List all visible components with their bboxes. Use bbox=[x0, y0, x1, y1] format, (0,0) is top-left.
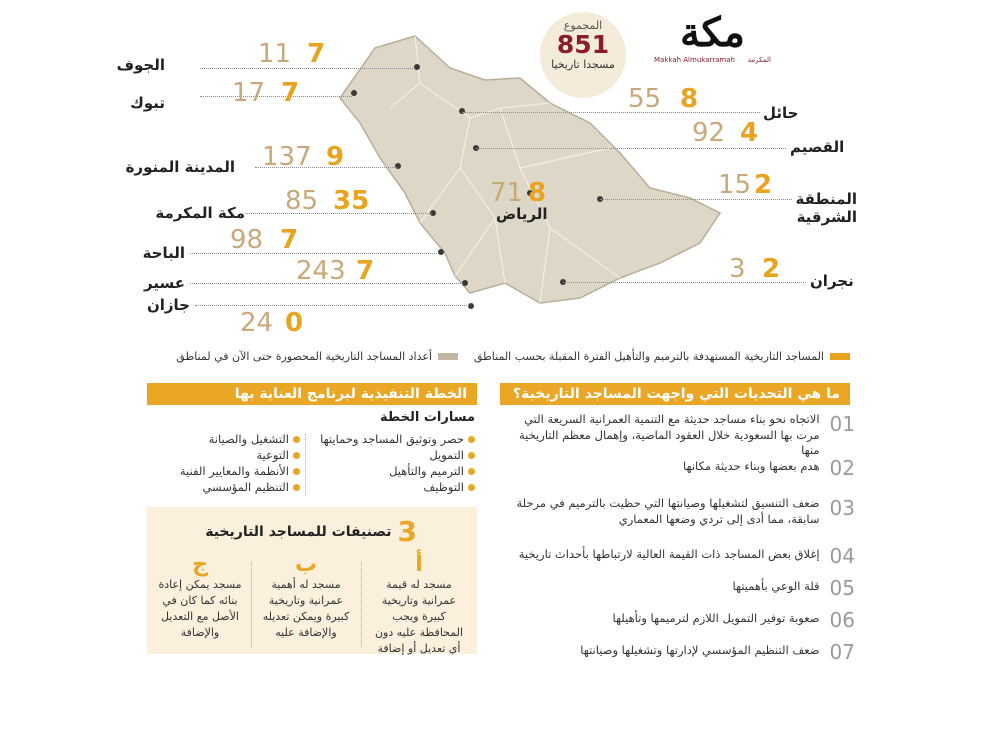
plan-path-item bbox=[429, 448, 475, 462]
plan-column-divider bbox=[305, 434, 306, 496]
classification-letter: أ bbox=[415, 552, 423, 577]
leader-baha bbox=[190, 253, 439, 254]
total-qassim: 92 bbox=[692, 118, 726, 148]
classification-divider bbox=[251, 562, 252, 647]
planned-qassim: 4 bbox=[740, 118, 759, 148]
total-value: 851 bbox=[556, 30, 610, 59]
challenge-item bbox=[495, 412, 855, 458]
classifications-title: تصنيفات للمساجد التاريخية bbox=[205, 523, 392, 540]
bullet-icon bbox=[293, 484, 300, 491]
marker-baha bbox=[438, 249, 444, 255]
total-jouf: 11 bbox=[258, 39, 292, 69]
bullet-icon bbox=[468, 484, 475, 491]
planned-tabuk: 7 bbox=[281, 78, 300, 108]
plan-title: الخطة التنفيذية لبرنامج العناية بها bbox=[147, 383, 477, 405]
marker-jouf bbox=[414, 64, 420, 70]
planned-riyadh: 8 bbox=[528, 178, 547, 208]
region-name-najran: نجران bbox=[810, 272, 854, 290]
plan-path-label: التشغيل والصيانة bbox=[208, 432, 289, 446]
classification-text: مسجد له أهمية عمرانية وتاريخية كبيرة ويمكن تعديله والإضافة عليه bbox=[262, 578, 350, 639]
total-jazan: 24 bbox=[240, 308, 274, 338]
challenge-text: صعوبة توفير التمويل اللازم لترميمها وتأهيلها bbox=[612, 611, 820, 625]
total-hail: 55 bbox=[628, 84, 662, 114]
classifications-count: 3 bbox=[397, 515, 417, 548]
challenge-number: 04 bbox=[829, 544, 855, 568]
planned-jazan: 0 bbox=[285, 308, 304, 338]
total-eastern: 15 bbox=[718, 170, 752, 200]
challenge-number: 01 bbox=[829, 412, 855, 436]
challenge-text: هدم بعضها وبناء حديثة مكانها bbox=[683, 459, 820, 473]
logo-arabic-small: المكرمة bbox=[747, 56, 771, 64]
challenge-text: الاتجاه نحو بناء مساجد حديثة مع التنمية العمرانية السريعة التي مرت بها السعودية خلال العقود الماضية، وإهمال معظم التاريخية منها bbox=[519, 412, 820, 458]
plan-path-label: الترميم والتأهيل bbox=[389, 464, 464, 478]
plan-path-item bbox=[389, 464, 475, 478]
plan-path-label: التنظيم المؤسسي bbox=[202, 480, 289, 494]
planned-hail: 8 bbox=[680, 84, 699, 114]
challenge-item bbox=[495, 544, 855, 574]
region-name-jouf: الجوف bbox=[116, 56, 165, 74]
region-name-asir: عسير bbox=[144, 274, 185, 292]
plan-path-label: حصر وتوثيق المساجد وحمايتها bbox=[320, 432, 464, 446]
leader-jazan bbox=[195, 305, 469, 306]
challenge-text: ضعف التنسيق لتشغيلها وصيانتها التي حظيت بالترميم في مرحلة سابقة، مما أدى إلى تردي وضعها المعماري bbox=[516, 496, 820, 526]
challenge-item bbox=[495, 456, 855, 492]
challenge-number: 06 bbox=[829, 608, 855, 632]
classifications-header bbox=[205, 515, 417, 548]
total-baha: 98 bbox=[230, 225, 264, 255]
legend-surveyed-swatch bbox=[438, 353, 458, 360]
planned-eastern: 2 bbox=[754, 170, 773, 200]
legend-targeted-swatch bbox=[830, 353, 850, 360]
saudi-arabia-map bbox=[320, 28, 730, 313]
region-name-qassim: القصيم bbox=[790, 138, 845, 156]
total-madinah: 137 bbox=[262, 142, 312, 172]
total-riyadh: 71 bbox=[490, 178, 524, 208]
region-name-baha: الباحة bbox=[142, 244, 185, 262]
leader-tabuk bbox=[200, 96, 352, 97]
region-name-jazan: جازان bbox=[146, 296, 190, 314]
legend-surveyed bbox=[148, 350, 458, 363]
challenge-number: 03 bbox=[829, 496, 855, 520]
total-label: المجموع bbox=[563, 19, 603, 32]
leader-hail bbox=[462, 112, 760, 113]
total-najran: 3 bbox=[729, 254, 746, 284]
map-shape bbox=[340, 36, 720, 303]
planned-madinah: 9 bbox=[326, 142, 345, 172]
classification-letter: ب bbox=[294, 552, 318, 577]
challenge-number: 02 bbox=[829, 456, 855, 480]
plan-path-label: التوعية bbox=[256, 448, 289, 462]
legend-surveyed-label: أعداد المساجد التاريخية المحصورة حتى الآن في لمناطق bbox=[176, 350, 432, 363]
classification-divider bbox=[361, 562, 362, 647]
plan-subtitle: مسارات الخطة bbox=[380, 410, 475, 425]
challenge-number: 07 bbox=[829, 640, 855, 664]
bullet-icon bbox=[468, 468, 475, 475]
region-name-riyadh: الرياض bbox=[496, 205, 548, 223]
logo-arabic: مكة bbox=[680, 9, 745, 56]
plan-path-item bbox=[256, 448, 300, 462]
bullet-icon bbox=[468, 452, 475, 459]
planned-makkah: 35 bbox=[333, 186, 370, 216]
plan-path-label: الأنظمة والمعايير الفنية bbox=[179, 464, 289, 478]
challenge-item bbox=[495, 608, 855, 638]
planned-asir: 7 bbox=[356, 256, 375, 286]
challenge-text: ضعف التنظيم المؤسسي لإدارتها وتشغيلها وصيانتها bbox=[580, 643, 820, 657]
challenge-text: قلة الوعي بأهميتها bbox=[732, 579, 820, 593]
region-name-hail: حائل bbox=[763, 104, 799, 122]
challenge-text: إغلاق بعض المساجد ذات القيمة العالية لارتباطها بأحداث تاريخية bbox=[518, 547, 820, 561]
classification-text: مسجد له قيمة عمرانية وتاريخية كبيرة ويجب المحافظة عليه دون أي تعديل أو إضافة bbox=[374, 578, 464, 655]
total-caption: مسجدا تاريخيا bbox=[551, 58, 615, 71]
total-makkah: 85 bbox=[285, 186, 319, 216]
challenge-item bbox=[495, 640, 855, 670]
total-tabuk: 17 bbox=[232, 78, 266, 108]
region-name-madinah: المدينة المنورة bbox=[125, 158, 235, 176]
leader-qassim bbox=[476, 148, 786, 149]
marker-madinah bbox=[395, 163, 401, 169]
classification-item bbox=[257, 552, 355, 641]
plan-path-item bbox=[209, 432, 300, 446]
challenge-item bbox=[495, 496, 855, 540]
classification-item bbox=[369, 552, 469, 657]
classifications-box bbox=[147, 507, 477, 654]
region-name-eastern: المنطقة الشرقية bbox=[795, 190, 857, 226]
plan-path-item bbox=[320, 432, 475, 446]
classification-item bbox=[153, 552, 247, 641]
challenge-number: 05 bbox=[829, 576, 855, 600]
logo-english: Makkah Almukarramah bbox=[654, 56, 735, 64]
planned-najran: 2 bbox=[762, 254, 781, 284]
challenges-title: ما هي التحديات التي واجهت المساجد التاريخية؟ bbox=[500, 383, 850, 405]
challenges-list bbox=[495, 412, 855, 670]
classification-letter: ج bbox=[192, 552, 208, 577]
bullet-icon bbox=[293, 436, 300, 443]
plan-column-right bbox=[320, 432, 475, 494]
region-name-makkah: مكة المكرمة bbox=[155, 204, 245, 222]
region-name-tabuk: تبوك bbox=[130, 94, 165, 112]
classification-text: مسجد يمكن إعادة بنائه كما كان في الأصل مع التعديل والإضافة bbox=[158, 578, 242, 639]
legend-targeted-label: المساجد التاريخية المستهدفة بالترميم والتأهيل الفترة المقبلة بحسب المناطق bbox=[473, 350, 824, 363]
plan-path-label: التمويل bbox=[429, 448, 464, 462]
plan-path-item bbox=[423, 480, 475, 494]
marker-hail bbox=[459, 108, 465, 114]
bullet-icon bbox=[293, 468, 300, 475]
plan-column-left bbox=[160, 432, 300, 494]
total-asir: 243 bbox=[296, 256, 346, 286]
planned-baha: 7 bbox=[280, 225, 299, 255]
plan-path-item bbox=[202, 480, 300, 494]
legend-targeted bbox=[470, 350, 850, 363]
marker-jazan bbox=[468, 303, 474, 309]
planned-jouf: 7 bbox=[307, 39, 326, 69]
challenge-item bbox=[495, 576, 855, 606]
bullet-icon bbox=[293, 452, 300, 459]
plan-path-item bbox=[180, 464, 300, 478]
bullet-icon bbox=[468, 436, 475, 443]
plan-path-label: التوظيف bbox=[423, 480, 464, 494]
